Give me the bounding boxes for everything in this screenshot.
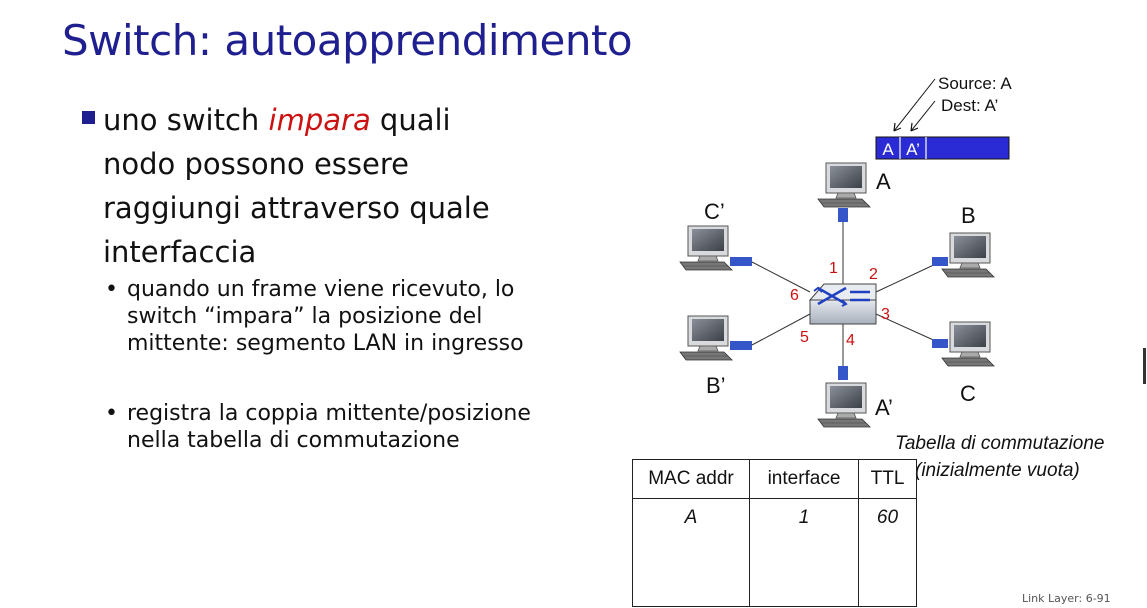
node-label-c: C bbox=[960, 381, 976, 406]
dest-label: Dest: A’ bbox=[941, 96, 999, 115]
port-label-3: 3 bbox=[881, 306, 890, 323]
switch-icon bbox=[810, 284, 876, 324]
main-bullet-post: quali nodo possono essere raggiungi attraverso quale interfaccia bbox=[103, 103, 490, 269]
link-6 bbox=[752, 262, 810, 292]
bullet-dot-icon: • bbox=[105, 277, 118, 302]
host-b-computer-icon bbox=[942, 233, 994, 277]
node-label-a-prime: A’ bbox=[875, 395, 893, 420]
node-label-a: A bbox=[876, 169, 891, 194]
switch-table bbox=[632, 459, 917, 607]
source-label: Source: A bbox=[938, 74, 1012, 93]
sub-bullet-text: quando un frame viene ricevuto, lo switch “impara” la posizione del mittente: segmento LAN in ingresso bbox=[127, 277, 524, 356]
node-label-b-prime: B’ bbox=[706, 373, 726, 398]
cell-ttl: 60 bbox=[859, 499, 917, 607]
sub-bullet-text: registra la coppia mittente/posizione nella tabella di commutazione bbox=[127, 401, 531, 453]
caption-line-1: Tabella di commutazione bbox=[895, 433, 1105, 454]
header-ttl: TTL bbox=[859, 460, 917, 499]
table-caption bbox=[895, 430, 1145, 484]
port-label-2: 2 bbox=[869, 266, 878, 283]
port-label-6: 6 bbox=[790, 287, 799, 304]
port-label-5: 5 bbox=[800, 329, 809, 346]
main-bullet-emphasis: impara bbox=[268, 103, 371, 137]
header-interface: interface bbox=[750, 460, 859, 499]
slide-footer: Link Layer: 6-91 bbox=[1022, 592, 1111, 605]
cell-mac: A bbox=[633, 499, 750, 607]
cell-interface: 1 bbox=[750, 499, 859, 607]
node-label-c-prime: C’ bbox=[704, 199, 725, 224]
edge-marker bbox=[1143, 348, 1146, 384]
node-label-b: B bbox=[961, 203, 976, 228]
caption-line-2: (inizialmente vuota) bbox=[915, 460, 1080, 481]
port-label-1: 1 bbox=[829, 260, 838, 277]
host-a-nic bbox=[838, 208, 848, 222]
ethernet-frame bbox=[876, 137, 1009, 159]
frame-src-field: A bbox=[882, 140, 894, 159]
host-c-computer-icon bbox=[942, 322, 994, 366]
host-a-prime-computer-icon bbox=[818, 383, 870, 427]
header-mac-addr: MAC addr bbox=[633, 460, 750, 499]
bullet-dot-icon: • bbox=[105, 401, 118, 426]
host-b-prime-computer-icon bbox=[680, 316, 732, 360]
port-label-4: 4 bbox=[846, 332, 855, 349]
table-row bbox=[633, 499, 917, 607]
host-a-computer-icon bbox=[818, 163, 870, 207]
link-2 bbox=[876, 262, 940, 292]
main-bullet-pre: uno switch bbox=[103, 103, 269, 137]
slide-title: Switch: autoapprendimento bbox=[62, 16, 633, 65]
frame-dst-field: A’ bbox=[906, 140, 920, 159]
host-c-prime-computer-icon bbox=[680, 226, 732, 270]
